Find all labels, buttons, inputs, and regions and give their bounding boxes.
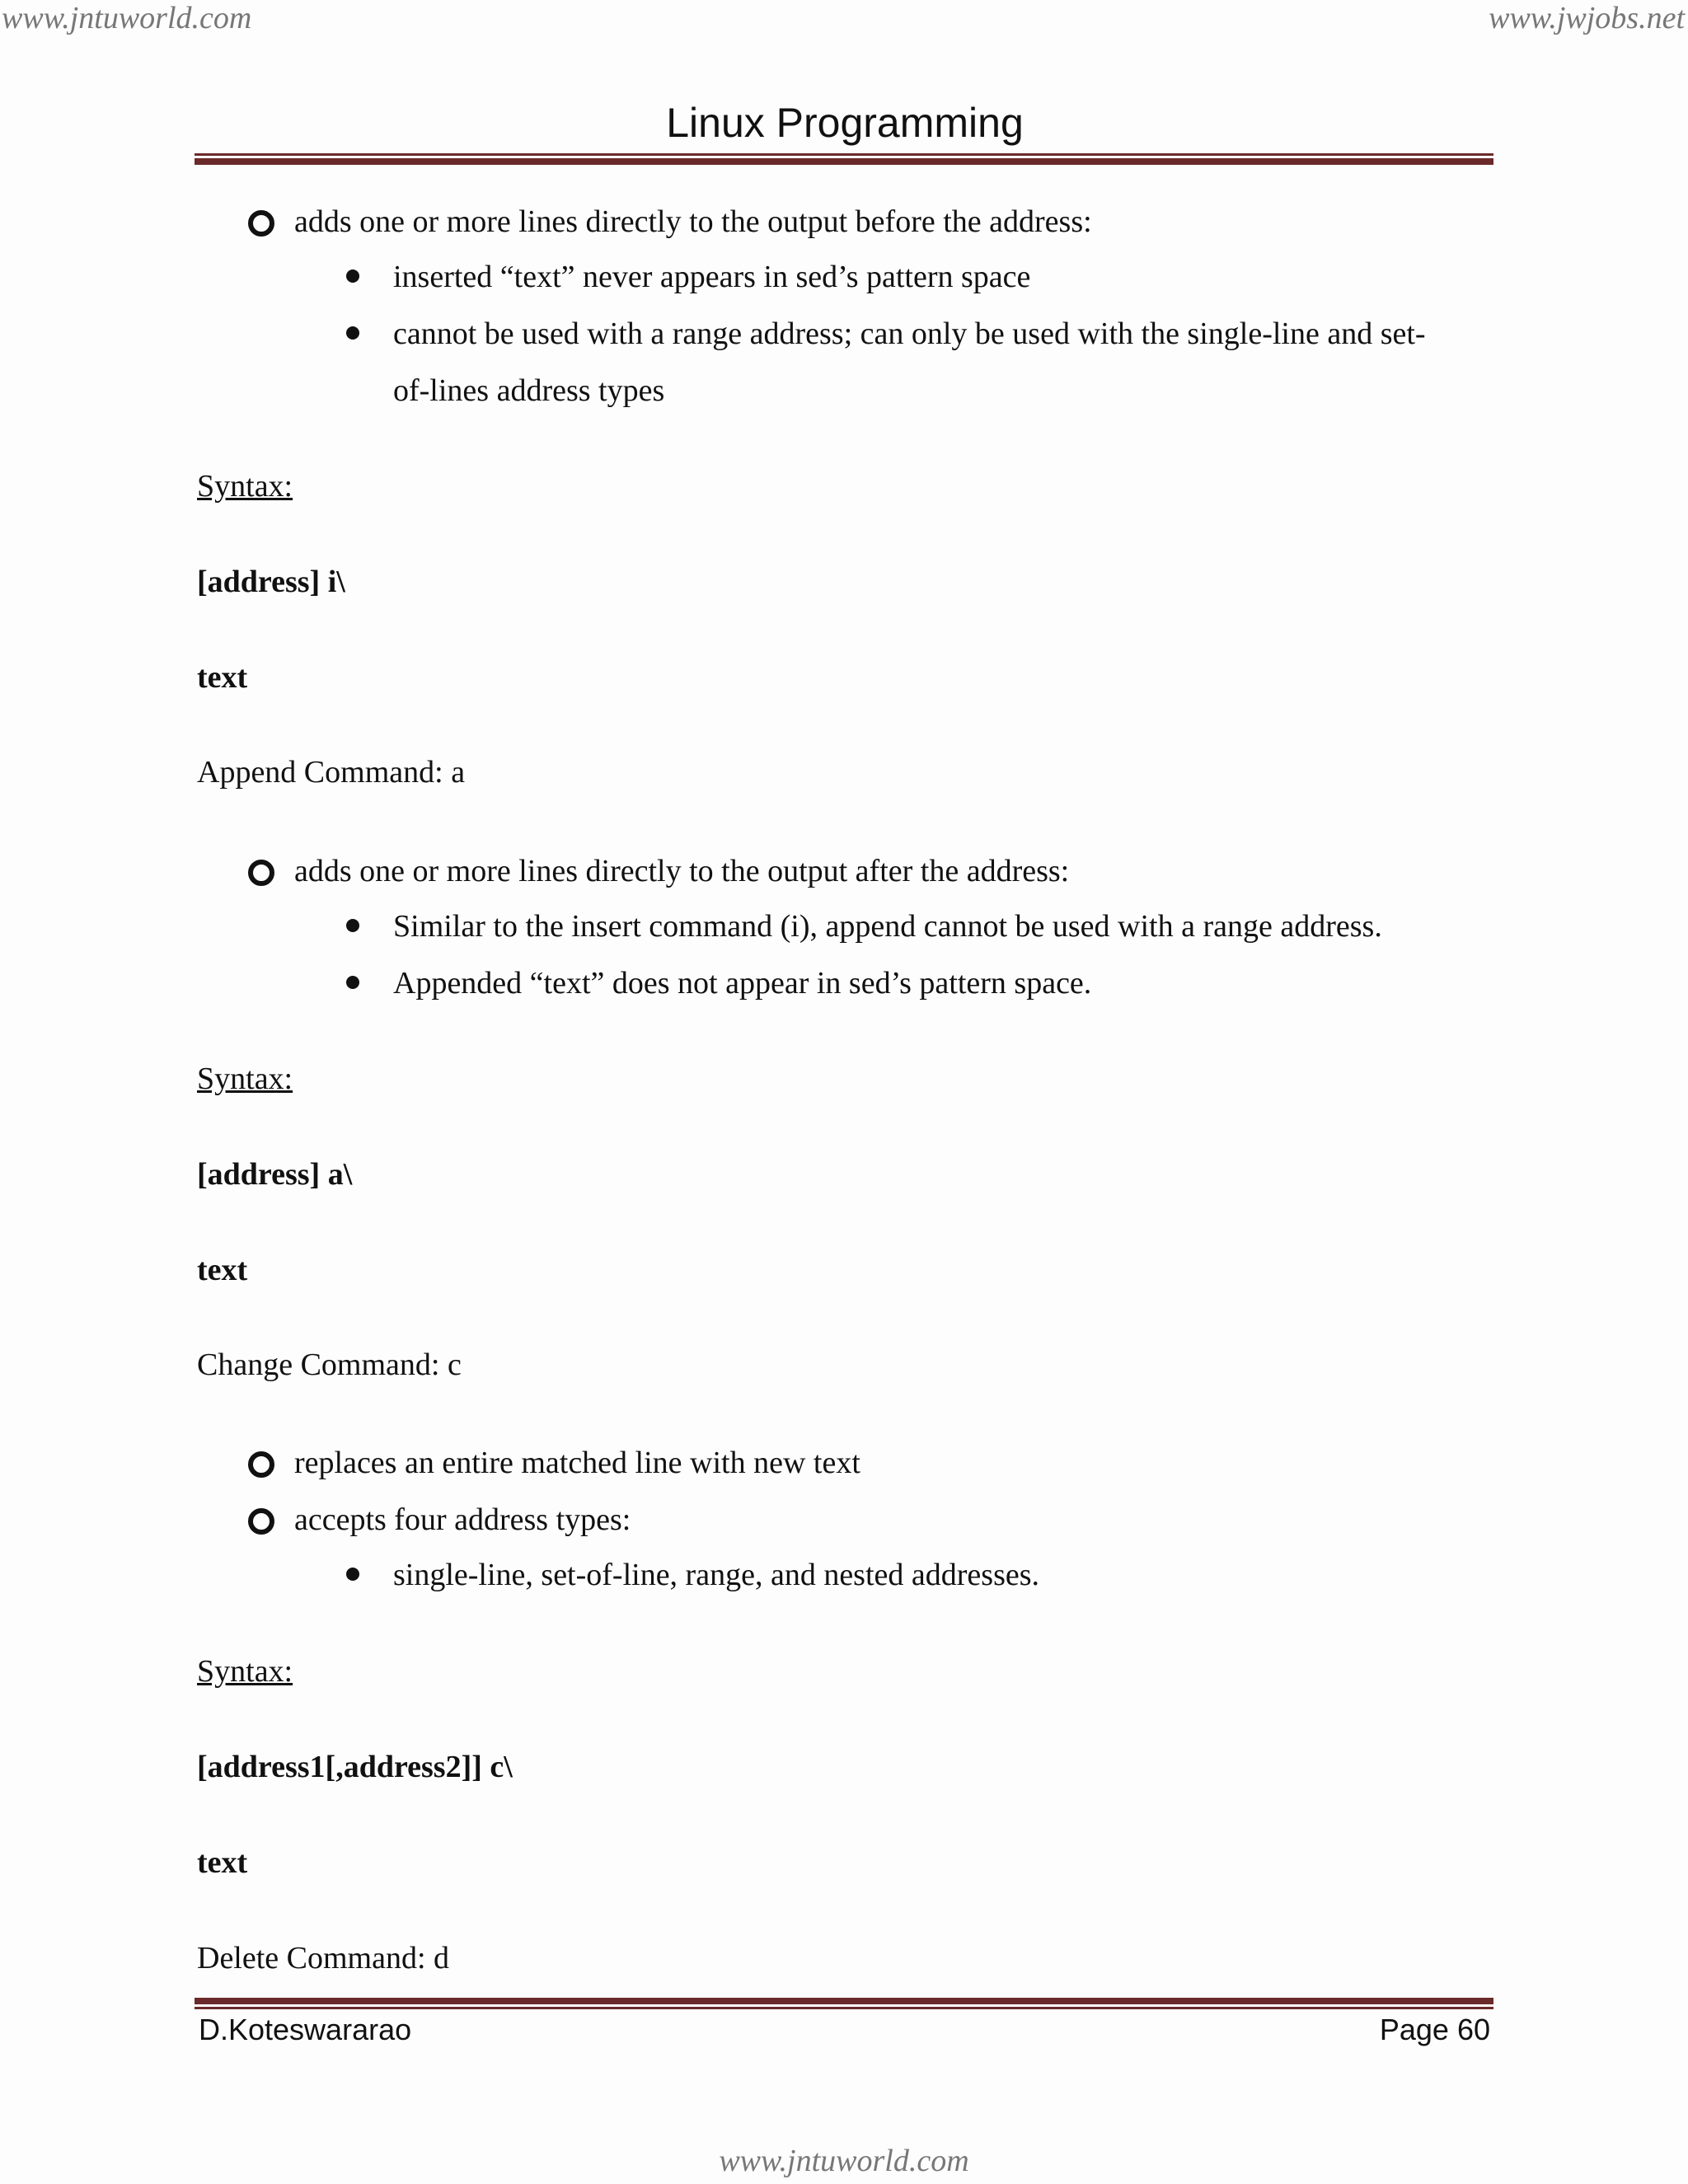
dot-bullet-icon bbox=[346, 269, 359, 283]
append-sub-bullet-1: Similar to the insert command (i), append cannot be used with a range address. bbox=[393, 909, 1382, 944]
footer-author: D.Koteswararao bbox=[199, 2013, 412, 2046]
section-heading: Append Command: a bbox=[197, 755, 466, 790]
circle-bullet-icon bbox=[248, 1451, 274, 1478]
page-title: Linux Programming bbox=[666, 100, 1024, 146]
section-heading: Change Command: c bbox=[197, 1347, 462, 1382]
watermark-top-left: www.jntuworld.com bbox=[2, 1, 252, 35]
dot-bullet-icon bbox=[346, 326, 359, 340]
dot-bullet-icon bbox=[346, 1568, 359, 1581]
syntax-line: [address] i\ bbox=[197, 565, 345, 599]
syntax-label: Syntax: bbox=[197, 1062, 293, 1096]
dot-bullet-icon bbox=[346, 919, 359, 932]
syntax-line: [address] a\ bbox=[197, 1157, 353, 1192]
circle-bullet-icon bbox=[248, 210, 274, 237]
watermark-bottom: www.jntuworld.com bbox=[719, 2144, 969, 2178]
watermark-top-right: www.jwjobs.net bbox=[1489, 1, 1685, 35]
insert-sub-bullet-1: inserted “text” never appears in sed’s pattern space bbox=[393, 260, 1031, 294]
section-heading: Delete Command: d bbox=[197, 1941, 450, 1975]
syntax-line: [address1[,address2]] c\ bbox=[197, 1750, 513, 1784]
insert-sub-bullet-2-continued: of-lines address types bbox=[393, 373, 665, 408]
header-rule-thin bbox=[195, 153, 1493, 156]
insert-bullet: adds one or more lines directly to the output before the address: bbox=[294, 204, 1092, 239]
syntax-line: text bbox=[197, 660, 248, 695]
append-sub-bullet-2: Appended “text” does not appear in sed’s pattern space. bbox=[393, 966, 1092, 1001]
dot-bullet-icon bbox=[346, 976, 359, 989]
change-bullet-2: accepts four address types: bbox=[294, 1502, 631, 1537]
syntax-label: Syntax: bbox=[197, 469, 293, 504]
circle-bullet-icon bbox=[248, 1508, 274, 1535]
change-bullet-1: replaces an entire matched line with new text bbox=[294, 1446, 860, 1480]
syntax-line: text bbox=[197, 1253, 248, 1287]
append-bullet: adds one or more lines directly to the output after the address: bbox=[294, 854, 1070, 888]
footer-page-number: Page 60 bbox=[1379, 2013, 1490, 2046]
syntax-line: text bbox=[197, 1845, 248, 1880]
syntax-label: Syntax: bbox=[197, 1654, 293, 1689]
footer-rule-thick bbox=[195, 1998, 1493, 2004]
circle-bullet-icon bbox=[248, 860, 274, 886]
change-sub-bullet-1: single-line, set-of-line, range, and nested addresses. bbox=[393, 1558, 1040, 1592]
insert-sub-bullet-2: cannot be used with a range address; can only be used with the single-line and set- bbox=[393, 316, 1426, 351]
footer-rule-thin bbox=[195, 2007, 1493, 2009]
header-rule-thick bbox=[195, 158, 1493, 165]
